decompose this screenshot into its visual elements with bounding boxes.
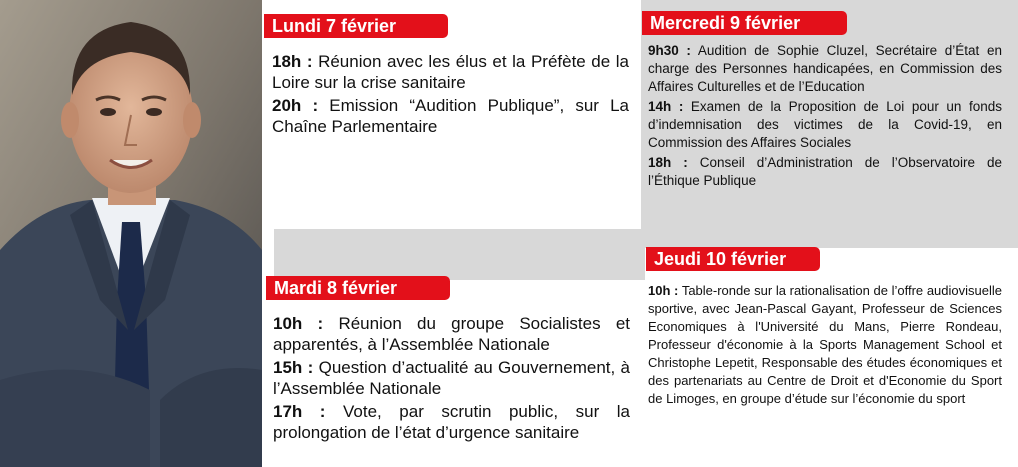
day-label-mercredi: Mercredi 9 février bbox=[642, 11, 847, 35]
schedule-lundi bbox=[272, 51, 629, 139]
day-label-jeudi: Jeudi 10 février bbox=[646, 247, 820, 271]
entry: 10h : Table-ronde sur la rationalisation de l’offre audiovisuelle sportive, avec Jean-Pascal Gayant, Professeur de Sciences Economiques à l'Université du Mans, Pierre Rondeau, Professeur d'économie à la Sports Management School et Christophe Lepetit, Responsable des études économiques et des partenariats au Centre de Droit et d'Economie du Sport de Limoges, en groupe d’étude sur l’économie du sport bbox=[648, 283, 1002, 406]
portrait-illustration bbox=[0, 0, 262, 467]
entry: 18h : Réunion avec les élus et la Préfète de la Loire sur la crise sanitaire bbox=[272, 52, 629, 92]
entry: 15h : Question d’actualité au Gouvernement, à l’Assemblée Nationale bbox=[273, 358, 630, 398]
schedule-mercredi bbox=[648, 42, 1002, 192]
schedule-mardi bbox=[273, 313, 630, 445]
portrait-photo bbox=[0, 0, 262, 467]
entry: 20h : Emission “Audition Publique”, sur La Chaîne Parlementaire bbox=[272, 96, 629, 136]
day-label-mardi: Mardi 8 février bbox=[266, 276, 450, 300]
entry: 10h : Réunion du groupe Socialistes et apparentés, à l’Assemblée Nationale bbox=[273, 314, 631, 354]
schedule-jeudi bbox=[648, 282, 1002, 410]
entry: 17h : Vote, par scrutin public, sur la prolongation de l’état d’urgence sanitaire bbox=[273, 402, 630, 442]
entry: 18h : Conseil d’Administration de l’Observatoire de l’Éthique Publique bbox=[648, 155, 1002, 188]
day-label-lundi: Lundi 7 février bbox=[264, 14, 448, 38]
entry: 14h : Examen de la Proposition de Loi pour un fonds d’indemnisation des victimes de la Covid-19, en Commission des Affaires Sociales bbox=[648, 99, 1002, 150]
entry: 9h30 : Audition de Sophie Cluzel, Secrétaire d’État en charge des Personnes handicapées, en Commission des Affaires Culturelles et de l’Education bbox=[648, 43, 1002, 94]
panel-mardi bbox=[274, 229, 645, 280]
